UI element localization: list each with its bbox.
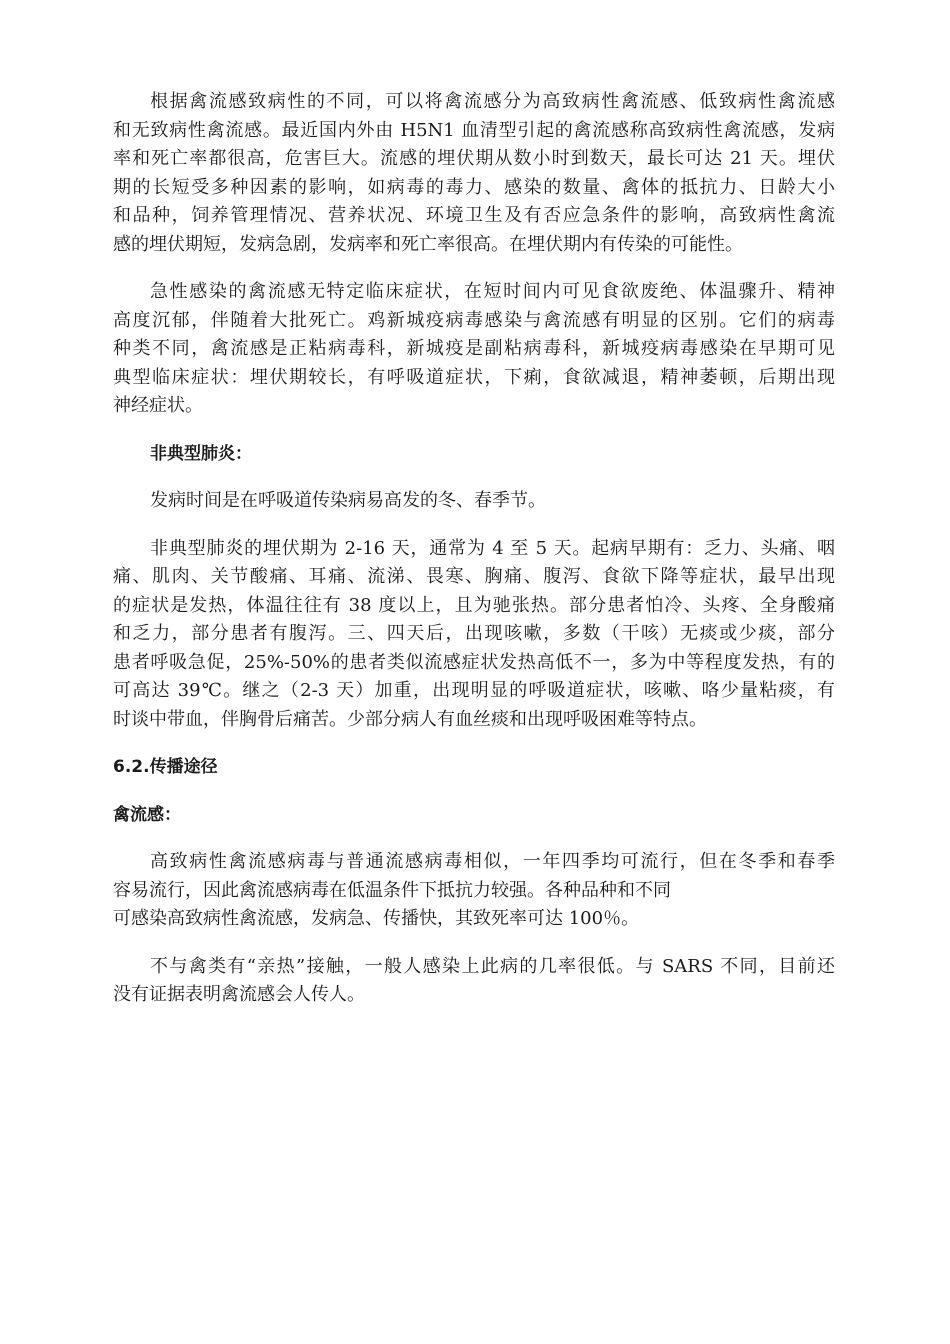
- text-line: 期的长短受多种因素的影响，如病毒的毒力、感染的数量、禽体的抵抗力、日龄大小: [113, 176, 835, 198]
- text-line: 典型临床症状：埋伏期较长，有呼吸道症状，下痢，食欲减退，精神萎顿，后期出现: [113, 366, 835, 388]
- text-line: 容易流行，因此禽流感病毒在低温条件下抵抗力较强。各种品种和不同: [113, 879, 671, 901]
- text-line: 和无致病性禽流感。最近国内外由 H5N1 血清型引起的禽流感称高致病性禽流感，发病: [113, 119, 835, 141]
- text-line: 神经症状。: [113, 395, 203, 416]
- section-heading-transmission: 6.2.传播途径: [113, 757, 218, 777]
- paragraph-sars-symptoms: [113, 535, 835, 735]
- text-line: 不与禽类有“亲热”接触，一般人感染上此病的几率很低。与 SARS 不同，目前还: [150, 955, 835, 977]
- text-line: 可高达 39℃。继之（2-3 天）加重，出现明显的呼吸道症状，咳嗽、咯少量粘痰，有: [113, 680, 835, 701]
- text-line: 高致病性禽流感病毒与普通流感病毒相似，一年四季均可流行，但在冬季和春季: [150, 851, 835, 872]
- text-line: 率和死亡率都很高，危害巨大。流感的埋伏期从数小时到数天，最长可达 21 天。埋伏: [113, 148, 835, 169]
- document-page: [113, 88, 835, 1029]
- paragraph-flu-pathogenicity: [113, 88, 835, 259]
- text-line: 的症状是发热，体温往往有 38 度以上，且为驰张热。部分患者怕冷、头疼、全身酸痛: [113, 594, 835, 616]
- text-line: 非典型肺炎的埋伏期为 2-16 天，通常为 4 至 5 天。起病早期有：乏力、头痛、咽: [150, 537, 835, 559]
- text-line: 和乏力，部分患者有腹泻。三、四天后，出现咳嗽，多数（干咳）无痰或少痰，部分: [113, 623, 835, 644]
- paragraph-flu-transmission: [113, 848, 835, 934]
- text-line: 和品种，饲养管理情况、营养状况、环境卫生及有否应急条件的影响，高致病性禽流: [113, 205, 835, 226]
- text-line: 根据禽流感致病性的不同，可以将禽流感分为高致病性禽流感、低致病性禽流感: [150, 91, 835, 112]
- paragraph-flu-symptoms: [113, 278, 835, 421]
- text-line: 高度沉郁，伴随着大批死亡。鸡新城疫病毒感染与禽流感有明显的区别。它们的病毒: [113, 309, 835, 331]
- text-line: 可感染高致病性禽流感，发病急、传播快，其致死率可达 100％。: [113, 908, 640, 929]
- heading-sars: 非典型肺炎：: [150, 443, 252, 464]
- text-line: 发病时间是在呼吸道传染病易高发的冬、春季节。: [150, 490, 546, 511]
- text-line: 种类不同，禽流感是正粘病毒科，新城疫是副粘病毒科，新城疫病毒感染在早期可见: [113, 338, 835, 359]
- text-line: 痛、肌肉、关节酸痛、耳痛、流涕、畏寒、胸痛、腹泻、食欲下降等症状，最早出现: [113, 566, 835, 587]
- paragraph-sars-season: [113, 487, 835, 516]
- text-line: 没有证据表明禽流感会人传人。: [113, 984, 365, 1005]
- paragraph-human-infection: [113, 953, 835, 1010]
- text-line: 患者呼吸急促，25%-50%的患者类似流感症状发热高低不一，多为中等程度发热，有的: [113, 651, 835, 673]
- text-line: 时谈中带血，伴胸骨后痛苦。少部分病人有血丝痰和出现呼吸困难等特点。: [113, 708, 707, 730]
- heading-avian-flu: 禽流感：: [113, 804, 181, 825]
- text-line: 急性感染的禽流感无特定临床症状，在短时间内可见食欲废绝、体温骤升、精神: [150, 281, 835, 302]
- text-line: 感的埋伏期短，发病急剧，发病率和死亡率很高。在埋伏期内有传染的可能性。: [113, 233, 743, 255]
